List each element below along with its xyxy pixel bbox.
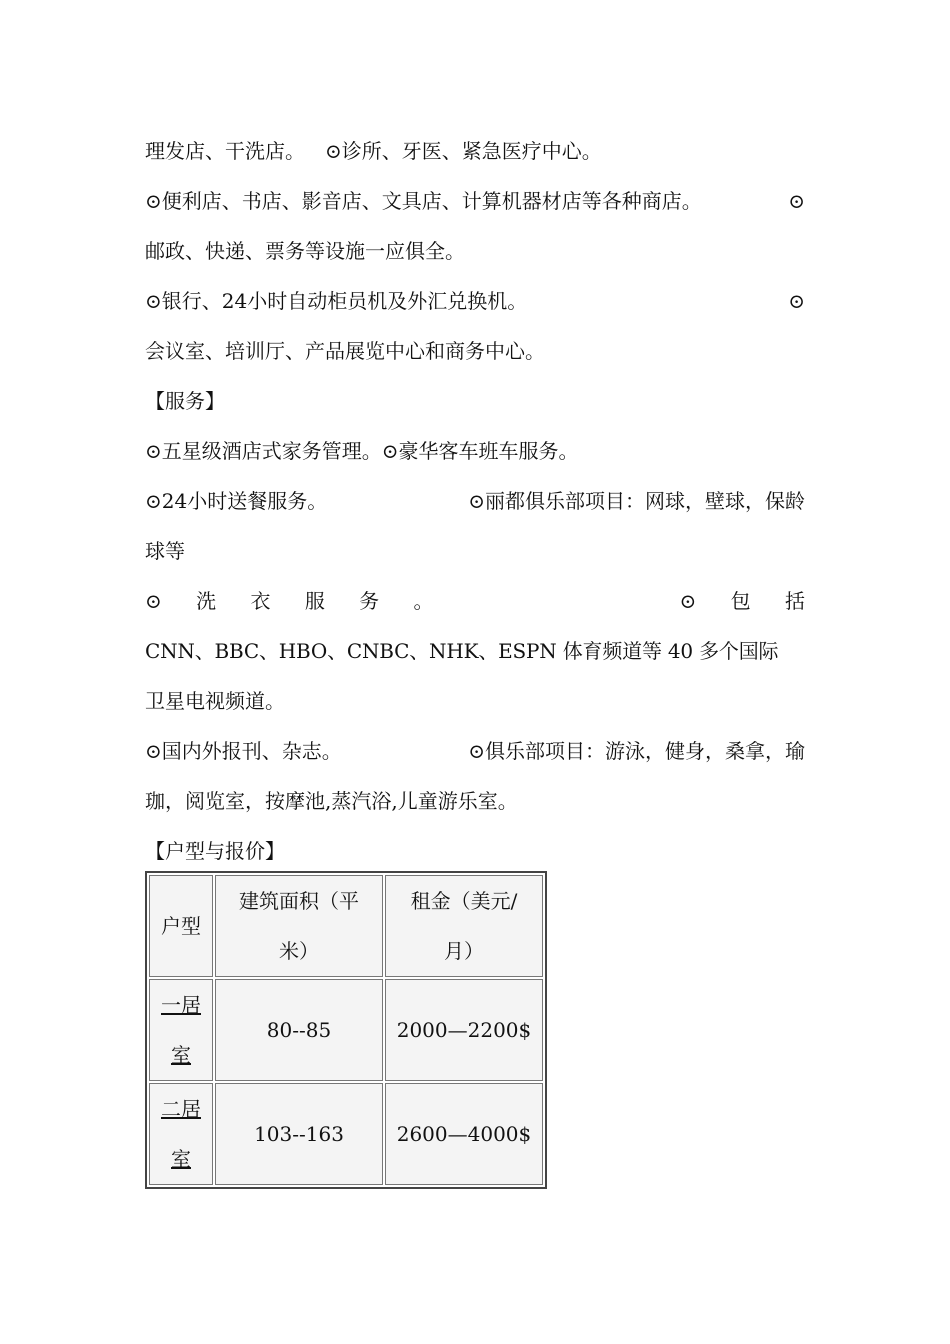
table-header-row (149, 875, 543, 977)
text-line-13: 珈，阅览室，按摩池,蒸汽浴,儿童游乐室。 (145, 789, 518, 813)
cell-area: 80--85 (215, 979, 383, 1081)
text-segment: ⊙银行、24小时自动柜员机及外汇兑换机。 (145, 289, 528, 313)
text-segment: ⊙俱乐部项目：游泳，健身，桑拿，瑜 (468, 739, 805, 763)
text-segment: ⊙24小时送餐服务。 (145, 489, 328, 513)
text-segment: ⊙ 洗 衣 服 务 。 (145, 589, 448, 613)
table-row (149, 1083, 543, 1185)
cell-unit-type[interactable]: 二居 室 (149, 1083, 213, 1185)
text-line-11: 卫星电视频道。 (145, 689, 285, 713)
price-table (145, 871, 547, 1189)
text-segment: ⊙诊所、牙医、紧急医疗中心。 (325, 139, 602, 163)
text-segment: 理发店、干洗店。 (145, 139, 305, 163)
cell-rent: 2000—2200$ (385, 979, 543, 1081)
text-line-10: CNN、BBC、HBO、CNBC、NHK、ESPN 体育频道等 40 多个国际 (145, 639, 779, 663)
text-line-4 (145, 276, 805, 326)
table-row (149, 979, 543, 1081)
text-segment: ⊙国内外报刊、杂志。 (145, 739, 342, 763)
text-line-8: 球等 (145, 539, 185, 563)
text-line-9 (145, 576, 819, 626)
header-cell-area: 建筑面积（平 米） (215, 875, 383, 977)
section-heading-service: 【服务】 (145, 389, 225, 413)
text-line-3: 邮政、快递、票务等设施一应俱全。 (145, 239, 465, 263)
text-line-2 (145, 176, 805, 226)
cell-rent: 2600—4000$ (385, 1083, 543, 1185)
text-segment: ⊙ 包 括 (679, 589, 819, 613)
text-line-12 (145, 726, 805, 776)
header-cell-type: 户型 (149, 875, 213, 977)
text-line-5: 会议室、培训厅、产品展览中心和商务中心。 (145, 339, 545, 363)
cell-unit-type[interactable]: 一居 室 (149, 979, 213, 1081)
document-body (145, 126, 819, 876)
text-segment: ⊙便利店、书店、影音店、文具店、计算机器材店等各种商店。 (145, 189, 702, 213)
bullet-symbol: ⊙ (788, 189, 805, 213)
header-cell-rent: 租金（美元/ 月） (385, 875, 543, 977)
text-line-7 (145, 476, 805, 526)
text-line-6: ⊙五星级酒店式家务管理。⊙豪华客车班车服务。 (145, 439, 579, 463)
cell-area: 103--163 (215, 1083, 383, 1185)
text-segment: ⊙丽都俱乐部项目：网球，壁球，保龄 (468, 489, 805, 513)
bullet-symbol: ⊙ (788, 289, 805, 313)
section-heading-price: 【户型与报价】 (145, 839, 285, 863)
text-line-1 (145, 126, 805, 176)
